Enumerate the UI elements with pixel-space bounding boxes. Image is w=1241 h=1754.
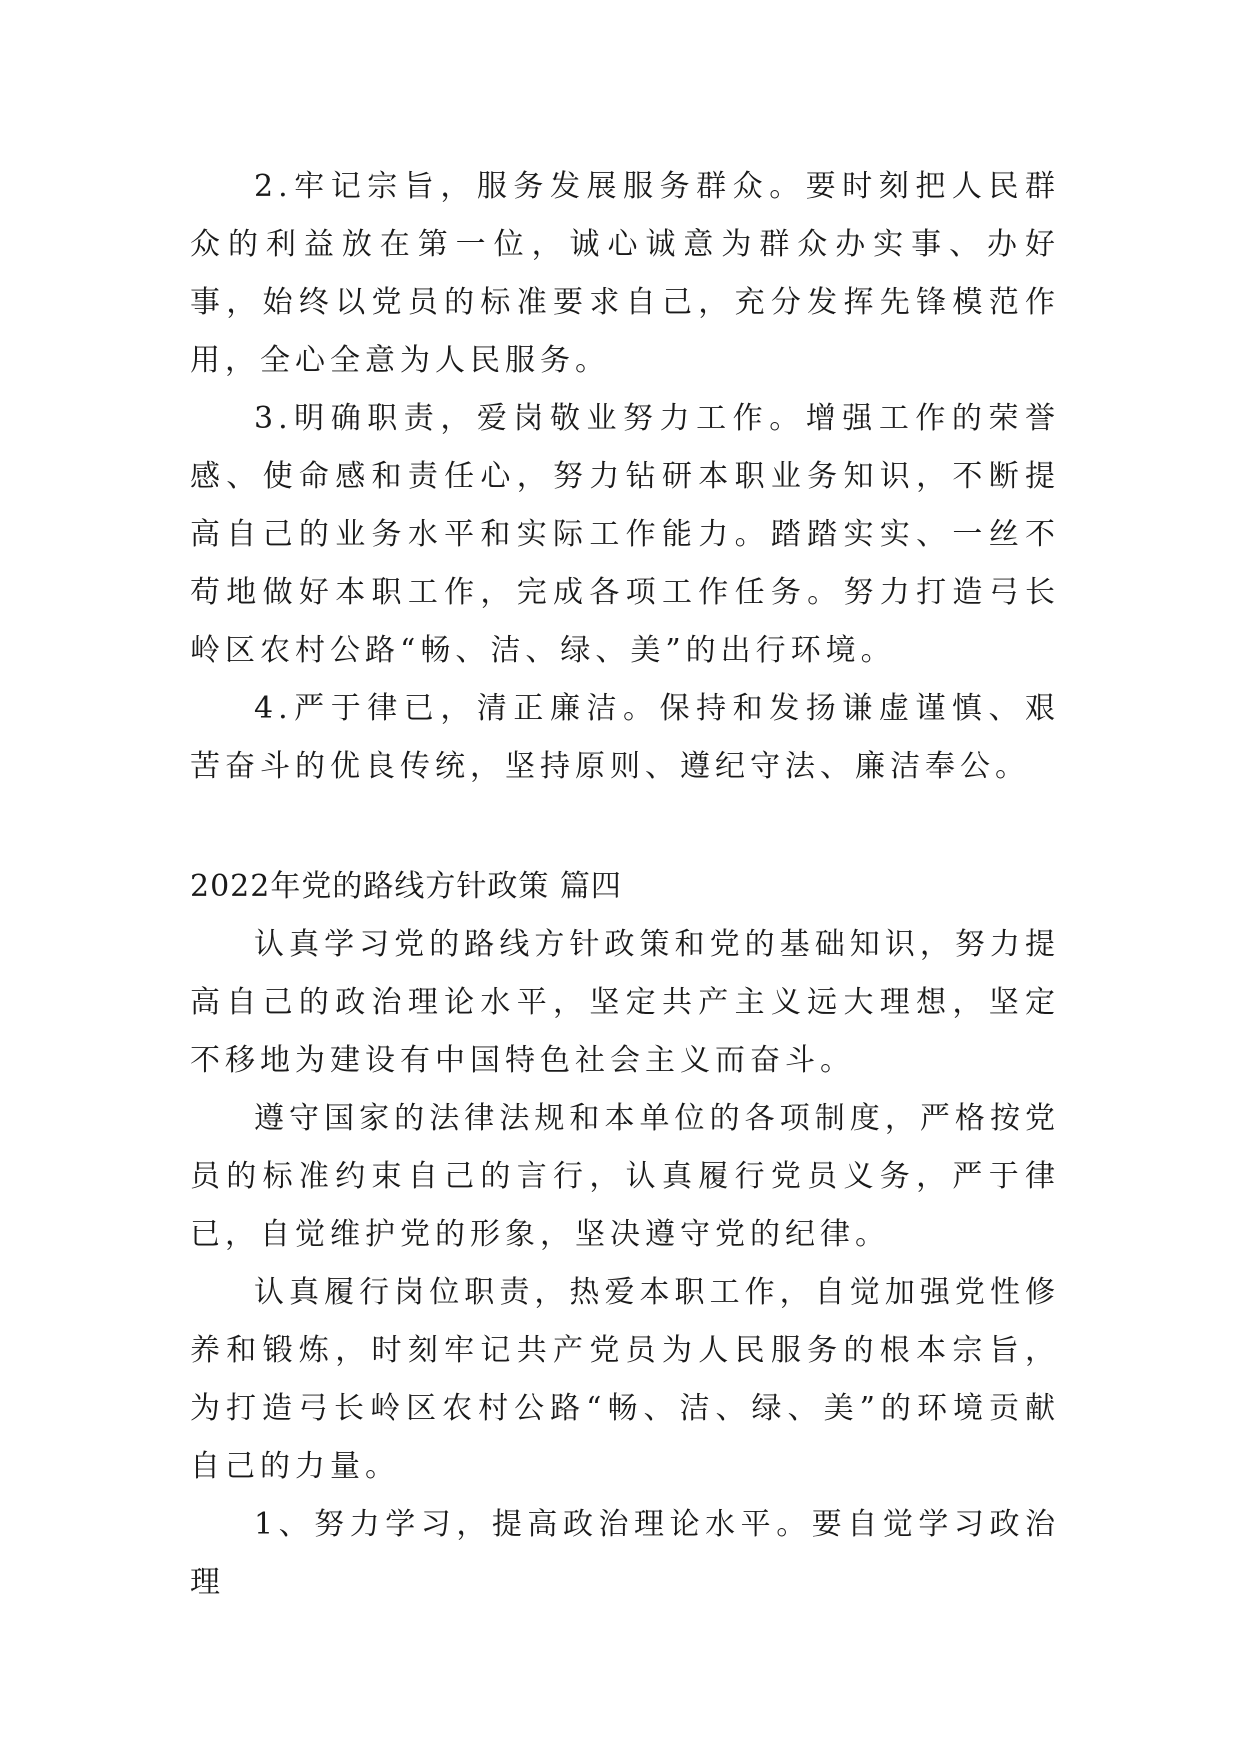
paragraph-duty: 认真履行岗位职责，热爱本职工作，自觉加强党性修养和锻炼，时刻牢记共产党员为人民服务的根本宗旨，为打造弓长岭区农村公路“畅、洁、绿、美”的环境贡献自己的力量。 — [190, 1275, 1060, 1484]
paragraph-item-4: 4.严于律已，清正廉洁。保持和发扬谦虚谨慎、艰苦奋斗的优良传统，坚持原则、遵纪守法、廉洁奉公。 — [190, 691, 1060, 784]
paragraph-law: 遵守国家的法律法规和本单位的各项制度，严格按党员的标准约束自己的言行，认真履行党员义务，严于律已，自觉维护党的形象，坚决遵守党的纪律。 — [190, 1101, 1060, 1252]
document-body — [190, 158, 1060, 1612]
section-heading: 2022年党的路线方针政策 篇四 — [190, 869, 622, 904]
paragraph-item-3: 3.明确职责，爱岗敬业努力工作。增强工作的荣誉感、使命感和责任心，努力钻研本职业务知识，不断提高自己的业务水平和实际工作能力。踏踏实实、一丝不苟地做好本职工作，完成各项工作任务。努力打造弓长岭区农村公路“畅、洁、绿、美”的出行环境。 — [190, 401, 1060, 668]
paragraph-study: 认真学习党的路线方针政策和党的基础知识，努力提高自己的政治理论水平，坚定共产主义远大理想，坚定不移地为建设有中国特色社会主义而奋斗。 — [190, 927, 1060, 1078]
paragraph-item-1: 1、努力学习，提高政治理论水平。要自觉学习政治理 — [190, 1507, 1060, 1600]
paragraph-item-2: 2.牢记宗旨，服务发展服务群众。要时刻把人民群众的利益放在第一位，诚心诚意为群众办实事、办好事，始终以党员的标准要求自己，充分发挥先锋模范作用，全心全意为人民服务。 — [190, 169, 1060, 378]
